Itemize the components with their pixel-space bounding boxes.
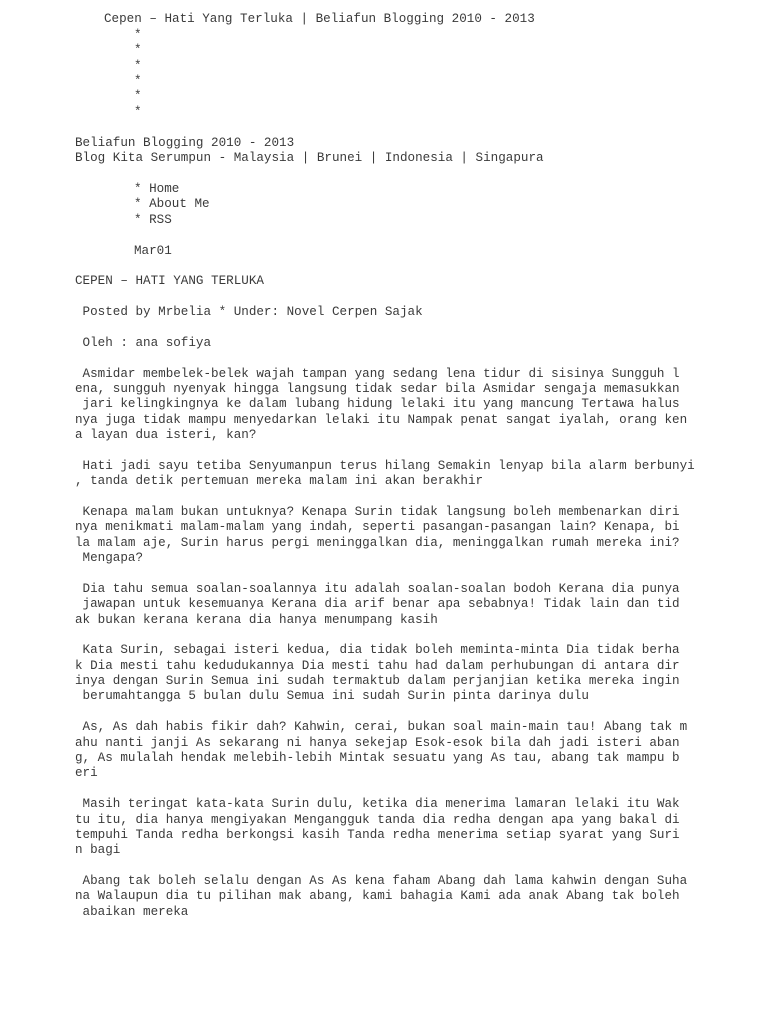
paragraph-line: jawapan untuk kesemuanya Kerana dia arif benar apa sebabnya! Tidak lain dan tid bbox=[75, 597, 680, 611]
post-author: Oleh : ana sofiya bbox=[75, 336, 212, 350]
paragraph-line: tu itu, dia hanya mengiyakan Mengangguk tanda dia redha dengan apa yang bakal di bbox=[75, 813, 680, 827]
paragraph-line: Asmidar membelek-belek wajah tampan yang sedang lena tidur di sisinya Sungguh l bbox=[75, 367, 680, 381]
bullet-6: * bbox=[134, 105, 142, 119]
paragraph-line: eri bbox=[75, 766, 98, 780]
paragraph-line: Mengapa? bbox=[75, 551, 144, 565]
bullet-1: * bbox=[134, 28, 142, 42]
site-tagline: Blog Kita Serumpun - Malaysia | Brunei | Indonesia | Singapura bbox=[75, 151, 544, 165]
paragraph-line: Abang tak boleh selalu dengan As As kena faham Abang dah lama kahwin dengan Suha bbox=[75, 874, 688, 888]
paragraph-line: g, As mulalah hendak melebih-lebih Mintak sesuatu yang As tau, abang tak mampu b bbox=[75, 751, 680, 765]
bullet-5: * bbox=[134, 89, 142, 103]
paragraph-line: Dia tahu semua soalan-soalannya itu adalah soalan-soalan bodoh Kerana dia punya bbox=[75, 582, 680, 596]
post-meta: Posted by Mrbelia * Under: Novel Cerpen Sajak bbox=[75, 305, 423, 319]
paragraph-line: , tanda detik pertemuan mereka malam ini akan berakhir bbox=[75, 474, 484, 488]
paragraph-line: Kenapa malam bukan untuknya? Kenapa Surin tidak langsung boleh membenarkan diri bbox=[75, 505, 680, 519]
bullet-3: * bbox=[134, 59, 142, 73]
document-title: Cepen – Hati Yang Terluka | Beliafun Blogging 2010 - 2013 bbox=[104, 12, 535, 26]
paragraph-line: a layan dua isteri, kan? bbox=[75, 428, 257, 442]
paragraph-line: Hati jadi sayu tetiba Senyumanpun terus hilang Semakin lenyap bila alarm berbunyi bbox=[75, 459, 695, 473]
bullet-4: * bbox=[134, 74, 142, 88]
paragraph-line: nya juga tidak mampu menyedarkan lelaki itu Nampak penat sangat iyalah, orang ken bbox=[75, 413, 688, 427]
paragraph-line: la malam aje, Surin harus pergi meninggalkan dia, meninggalkan rumah mereka ini? bbox=[75, 536, 680, 550]
paragraph-line: ak bukan kerana kerana dia hanya menumpang kasih bbox=[75, 613, 438, 627]
post-date: Mar01 bbox=[134, 244, 172, 258]
paragraph-line: jari kelingkingnya ke dalam lubang hidung lelaki itu yang mancung Tertawa halus bbox=[75, 397, 680, 411]
paragraph-line: ena, sungguh nyenyak hingga langsung tidak sedar bila Asmidar sengaja memasukkan bbox=[75, 382, 680, 396]
paragraph-line: berumahtangga 5 bulan dulu Semua ini sudah Surin pinta darinya dulu bbox=[75, 689, 589, 703]
paragraph-line: nya menikmati malam-malam yang indah, seperti pasangan-pasangan lain? Kenapa, bi bbox=[75, 520, 680, 534]
paragraph-line: abaikan mereka bbox=[75, 905, 189, 919]
paragraph-line: inya dengan Surin Semua ini sudah termaktub dalam perjanjian ketika mereka ingin bbox=[75, 674, 680, 688]
paragraph-line: Kata Surin, sebagai isteri kedua, dia tidak boleh meminta-minta Dia tidak berha bbox=[75, 643, 680, 657]
paragraph-line: Masih teringat kata-kata Surin dulu, ketika dia menerima lamaran lelaki itu Wak bbox=[75, 797, 680, 811]
nav-about-me-link[interactable]: * About Me bbox=[134, 197, 210, 211]
post-title: CEPEN – HATI YANG TERLUKA bbox=[75, 274, 264, 288]
nav-rss-link[interactable]: * RSS bbox=[134, 213, 172, 227]
bullet-2: * bbox=[134, 43, 142, 57]
paragraph-line: na Walaupun dia tu pilihan mak abang, kami bahagia Kami ada anak Abang tak boleh bbox=[75, 889, 680, 903]
paragraph-line: As, As dah habis fikir dah? Kahwin, cerai, bukan soal main-main tau! Abang tak m bbox=[75, 720, 688, 734]
paragraph-line: tempuhi Tanda redha berkongsi kasih Tanda redha menerima setiap syarat yang Suri bbox=[75, 828, 680, 842]
paragraph-line: n bagi bbox=[75, 843, 121, 857]
paragraph-line: ahu nanti janji As sekarang ni hanya sekejap Esok-esok bila dah jadi isteri aban bbox=[75, 736, 680, 750]
paragraph-line: k Dia mesti tahu kedudukannya Dia mesti tahu had dalam perhubungan di antara dir bbox=[75, 659, 680, 673]
nav-home-link[interactable]: * Home bbox=[134, 182, 180, 196]
site-name: Beliafun Blogging 2010 - 2013 bbox=[75, 136, 295, 150]
